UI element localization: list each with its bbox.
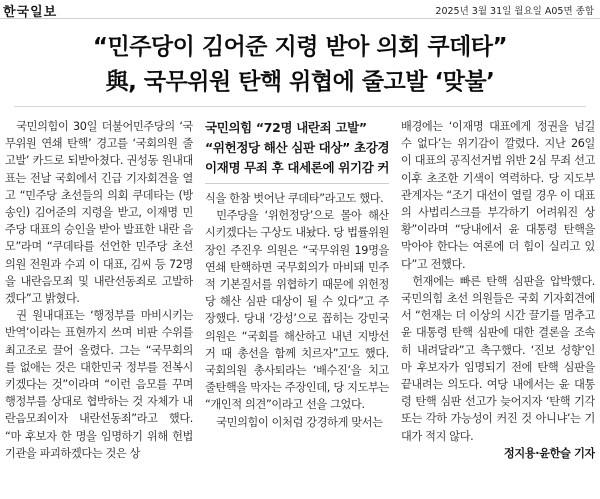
summary-subhead-2: 이재명 무죄 후 대세론에 위기감 커	[205, 160, 389, 175]
summary-box	[205, 118, 389, 184]
paragraph: 국민의힘이 30일 더불어민주당의 ‘국무위원 연쇄 탄핵’ 경고를 ‘국회의원 줄고발’ 카드로 되받아쳤다. 권성동 원내대표는 전날 국회에서 긴급 기자회견을 열고 “민주당 초선들의 의회 쿠데타는 (방송인) 김어준의 지령을 받고, 이재명 민주당 대표의 승인을 받아 발표한 내란 음모”라며 “쿠데타를 선언한 민주당 초선 의원 전원과 수괴 이 대표, 김씨 등 72명을 내란음모죄 및 내란선동죄로 고발하겠다”고 밝혔다.	[5, 120, 193, 306]
article-column-3	[401, 118, 595, 499]
newspaper-masthead: 한국일보	[3, 5, 58, 20]
kicker-prefix: 국민의힘	[205, 120, 252, 135]
summary-kicker	[205, 118, 389, 138]
paragraph: 국민의힘이 이처럼 강경하게 맞서는	[216, 415, 383, 429]
paragraph: 민주당을 ‘위헌정당’으로 몰아 해산시키겠다는 구상도 내놨다. 당 법률위원장인 주진우 의원은 “국무위원 19명을 연쇄 탄핵하면 국무회의가 마비돼 민주적 기본질서를 위협하기 때문에 위헌정당 해산 심판 대상이 될 수 있다”고 주장했다. 당내 ‘강성’으로 꼽히는 강민국 의원은 “국회를 해산하고 내년 지방선거 때 총선을 함께 치르자”고도 했다. 국회의원 총사퇴라는 ‘배수진’을 치고 줄탄핵을 막자는 주장인데, 당 지도부는 “개인적 의견”이라고 선을 그었다.	[205, 209, 389, 412]
headline-sub: 與, 국무위원 탄핵 위협에 줄고발 ‘맞불’	[105, 69, 495, 95]
summary-subhead-1: “위헌정당 해산 심판 대상” 초강경	[205, 140, 389, 155]
paragraph: 헌재에는 빠른 탄핵 심판을 압박했다. 국민의힘 초선 의원들은 국회 기자회견에서 “헌재는 더 이상의 시간 끌기를 멈추고 윤 대통령 탄핵 심판에 대한 결론을 조속히 내려달라”고 촉구했다. ‘진보 성향’인 마 후보자가 임명되기 전에 탄핵 심판을 끝내려는 의도다. 여당 내에서는 윤 대통령 탄핵 심판 선고가 늦어지자 ‘탄핵 기각 또는 각하 가능성이 커진 것 아니냐’는 기대가 적지 않다.	[401, 274, 595, 443]
article-column-2	[205, 118, 389, 499]
kicker-quote: “72명 내란죄 고발”	[255, 120, 367, 135]
byline: 정지용·윤한슬 기자	[503, 446, 595, 460]
headline-main: “민주당이 김어준 지령 받아 의회 쿠데타”	[92, 34, 508, 60]
dateline: 2025년 3월 31일 월요일 A05면 종합	[435, 6, 594, 17]
paragraph: 배경에는 ‘이재명 대표에게 정권을 넘길 수 없다’는 위기감이 깔렸다. 지난 26일 이 대표의 공직선거법 위반 2심 무죄 선고 이후 초조한 기색이 역력하다. 당 지도부 관계자는 “조기 대선이 열릴 경우 이 대표의 사법리스크를 부각하기 어려워진 상황”이라며 “당내에서 윤 대통령 탄핵을 막아야 한다는 여론에 더 힘이 실리고 있다”고 전했다.	[401, 120, 595, 271]
article-column-1	[5, 118, 193, 499]
headline-divider	[14, 106, 586, 107]
paragraph: 식을 한참 벗어난 쿠데타”라고도 했다.	[205, 192, 384, 205]
paragraph: 권 원내대표는 ‘행정부를 마비시키는 반역’이라는 표현까지 쓰며 비판 수위를 최고조로 끌어 올렸다. 그는 “국무회의를 없애는 것은 대한민국 정부를 전복시키겠다는 것”이라며 “이런 음모를 꾸며 행정부를 상대로 협박하는 것 자체가 내란음모죄이자 내란선동죄”라고 했다. “마 후보자 한 명을 임명하기 위해 헌법기관을 파괴하겠다는 것은 상	[5, 309, 193, 460]
top-bar	[0, 0, 600, 19]
